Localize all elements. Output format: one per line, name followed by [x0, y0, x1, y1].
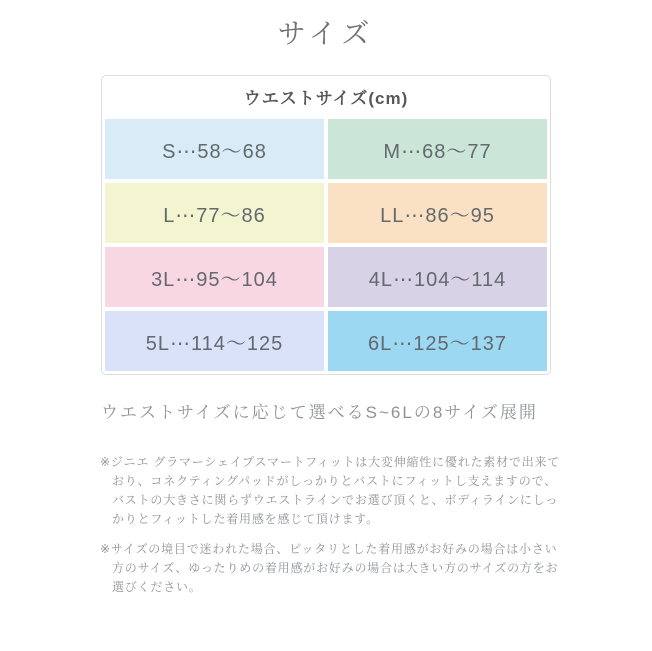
- page-title: サイズ: [277, 18, 375, 49]
- size-range-subtitle: ウエストサイズに応じて選べるS~6Lの8サイズ展開: [101, 403, 538, 422]
- size-cell-s: S⋯58〜68: [105, 119, 324, 179]
- size-cell-3l: 3L⋯95〜104: [105, 247, 324, 307]
- size-grid: [102, 116, 550, 374]
- size-cell-ll: LL⋯86〜95: [328, 183, 547, 243]
- size-cell-6l: 6L⋯125〜137: [328, 311, 547, 371]
- waist-size-table-header: ウエストサイズ(cm): [243, 88, 409, 108]
- note-size-choice-advice: ※サイズの境目で迷われた場合、ピッタリとした着用感がお好みの場合は小さい方のサイズ、ゆったりめの着用感がお好みの場合は大きい方のサイズの方をお選びください。: [100, 542, 559, 594]
- size-cell-m: M⋯68〜77: [328, 119, 547, 179]
- note-fit-description: ※ジニエ グラマーシェイプスマートフィットは大変伸縮性に優れた素材で出来ており、コネクティングパッドがしっかりとバストにフィットし支えますので、バストの大きさに関らずウエストラインでお選び頂くと、ボディラインにしっかりとフィットした着用感を感じて頂けます。: [100, 455, 561, 526]
- size-cell-4l: 4L⋯104〜114: [328, 247, 547, 307]
- waist-size-table: [101, 75, 551, 375]
- size-cell-l: L⋯77〜86: [105, 183, 324, 243]
- notes-section: [100, 453, 564, 597]
- size-cell-5l: 5L⋯114〜125: [105, 311, 324, 371]
